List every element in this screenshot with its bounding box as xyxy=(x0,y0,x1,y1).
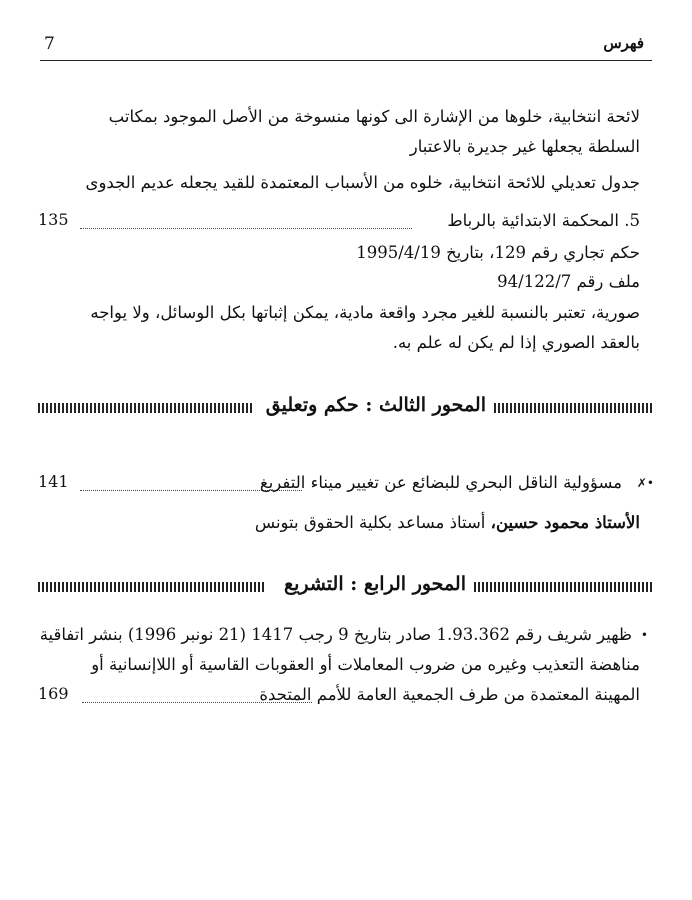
entry-detail: حكم تجاري رقم 129، بتاريخ 1995/4/19 xyxy=(356,243,640,262)
entry-detail: ملف رقم 94/122/7 xyxy=(497,272,640,291)
bullet-mark: ✗• xyxy=(636,476,654,490)
author-name: الأستاذ محمود حسين، xyxy=(490,513,640,532)
header-rule xyxy=(40,60,652,61)
entry-line: ظهير شريف رقم 1.93.362 صادر بتاريخ 9 رجب 1417 (21 نونبر 1996) بنشر اتفاقية xyxy=(39,625,632,644)
section-title: المحور الرابع : التشريع xyxy=(278,573,472,595)
page-ref: 135 xyxy=(38,210,69,229)
section-rule-left xyxy=(38,403,252,413)
index-line: السلطة يجعلها غير جديرة بالاعتبار xyxy=(409,137,640,156)
index-line: لائحة انتخابية، خلوها من الإشارة الى كونها منسوخة من الأصل الموجود بمكاتب xyxy=(108,107,640,126)
page-number: 7 xyxy=(44,34,55,54)
bullet-mark: • xyxy=(640,628,648,642)
header-title: فهرس xyxy=(603,34,644,52)
section-rule-right xyxy=(490,403,652,413)
author-role: أستاذ مساعد بكلية الحقوق بتونس xyxy=(254,513,491,532)
section-rule-right xyxy=(470,582,652,592)
entry-title: مسؤولية الناقل البحري للبضائع عن تغيير ميناء التفريغ xyxy=(259,473,622,492)
author-line xyxy=(255,512,640,534)
dot-leader xyxy=(80,228,412,229)
section-title: المحور الثالث : حكم وتعليق xyxy=(260,394,492,416)
section-rule-left xyxy=(38,582,266,592)
entry-detail: صورية، تعتبر بالنسبة للغير مجرد واقعة مادية، يمكن إثباتها بكل الوسائل، ولا يواجه xyxy=(90,303,640,322)
entry-title: 5. المحكمة الابتدائية بالرباط xyxy=(447,211,640,230)
entry-line: المهينة المعتمدة من طرف الجمعية العامة للأمم المتحدة xyxy=(259,685,640,704)
index-line: جدول تعديلي للائحة انتخابية، خلوه من الأسباب المعتمدة للقيد يجعله عديم الجدوى xyxy=(85,173,640,192)
page-ref: 141 xyxy=(38,472,69,491)
entry-detail: بالعقد الصوري إذا لم يكن له علم به. xyxy=(392,333,640,352)
page-ref: 169 xyxy=(38,684,69,703)
entry-line: مناهضة التعذيب وغيره من ضروب المعاملات أو العقوبات القاسية أو اللاإنسانية أو xyxy=(91,655,640,674)
